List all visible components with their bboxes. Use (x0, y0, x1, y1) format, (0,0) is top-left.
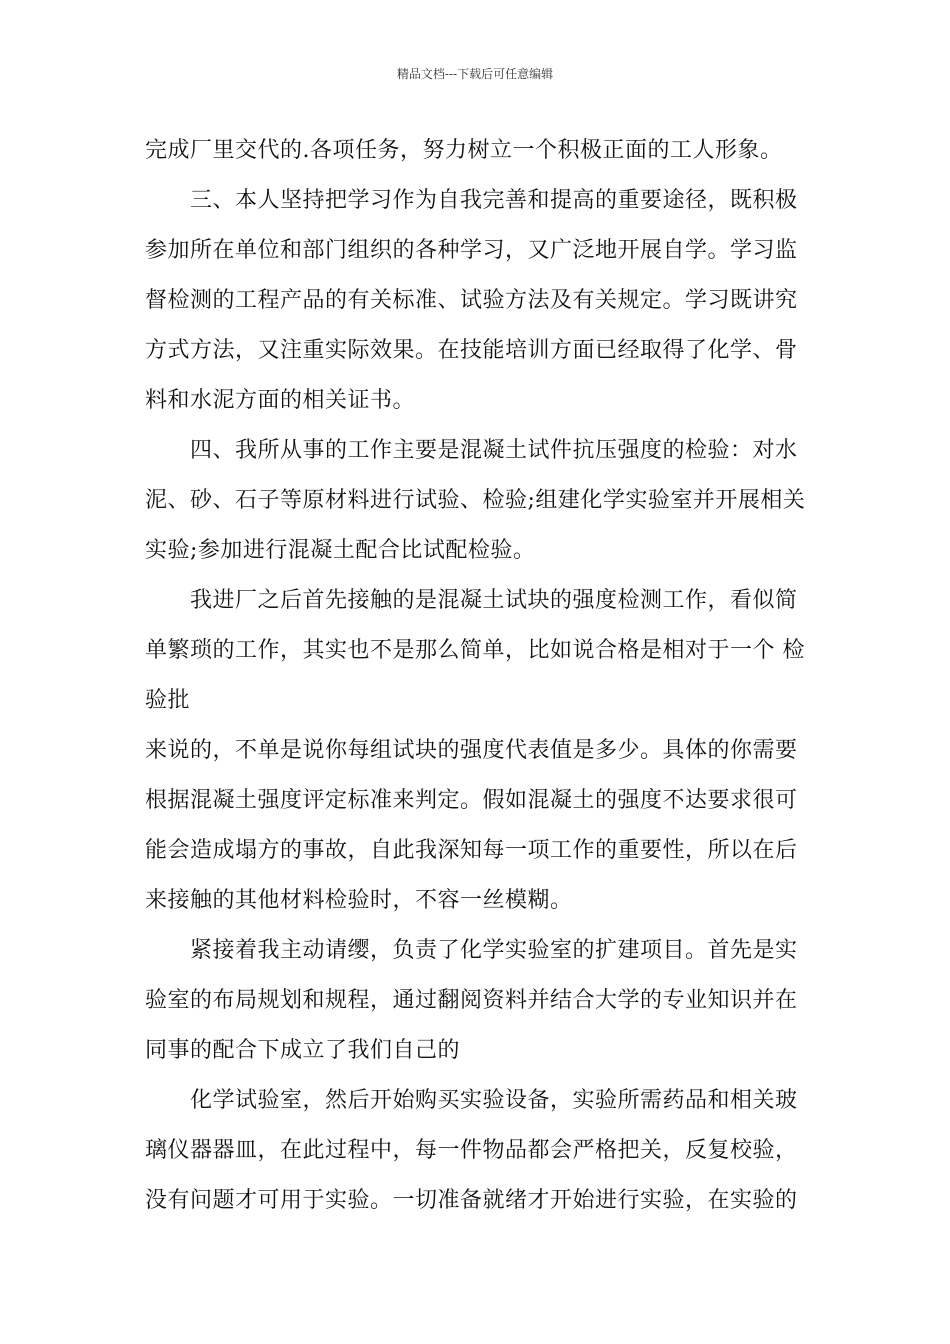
text-line: 验室的布局规划和规程，通过翻阅资料并结合大学的专业知识并在 (145, 988, 798, 1013)
text-line: 四、我所从事的工作主要是混凝土试件抗压强度的检验：对水 (190, 438, 798, 463)
text-line: 料和水泥方面的相关证书。 (145, 388, 416, 413)
text-line: 完成厂里交代的.各项任务，努力树立一个积极正面的工人形象。 (145, 138, 783, 163)
text-line: 督检测的工程产品的有关标准、试验方法及有关规定。学习既讲究 (145, 288, 798, 313)
text-line: 能会造成塌方的事故，自此我深知每一项工作的重要性，所以在后 (145, 838, 798, 863)
text-line: 三、本人坚持把学习作为自我完善和提高的重要途径，既积极 (190, 188, 798, 213)
text-line: 我进厂之后首先接触的是混凝土试块的强度检测工作，看似简 (190, 588, 798, 613)
page-header: 精品文档---下载后可任意编辑 (396, 67, 554, 81)
text-line: 来说的，不单是说你每组试块的强度代表值是多少。具体的你需要 (145, 738, 798, 763)
text-line: 参加所在单位和部门组织的各种学习，又广泛地开展自学。学习监 (145, 238, 798, 263)
text-line: 紧接着我主动请缨，负责了化学实验室的扩建项目。首先是实 (190, 938, 798, 963)
text-line: 根据混凝土强度评定标准来判定。假如混凝土的强度不达要求很可 (145, 788, 798, 813)
text-line: 化学试验室，然后开始购买实验设备，实验所需药品和相关玻 (190, 1088, 798, 1113)
text-line: 单繁琐的工作，其实也不是那么简单，比如说合格是相对于一个 检 (145, 638, 805, 663)
text-line: 来接触的其他材料检验时，不容一丝模糊。 (145, 888, 573, 913)
text-line: 同事的配合下成立了我们自己的 (145, 1038, 461, 1063)
text-line: 泥、砂、石子等原材料进行试验、检验;组建化学实验室并开展相关 (145, 488, 806, 513)
text-line: 验批 (145, 688, 191, 713)
text-line: 璃仪器器皿，在此过程中，每一件物品都会严格把关，反复校验， (145, 1138, 798, 1163)
text-line: 方式方法，又注重实际效果。在技能培训方面已经取得了化学、骨 (145, 338, 798, 363)
text-line: 没有问题才可用于实验。一切准备就绪才开始进行实验，在实验的 (145, 1188, 798, 1213)
text-line: 实验;参加进行混凝土配合比试配检验。 (145, 538, 536, 563)
